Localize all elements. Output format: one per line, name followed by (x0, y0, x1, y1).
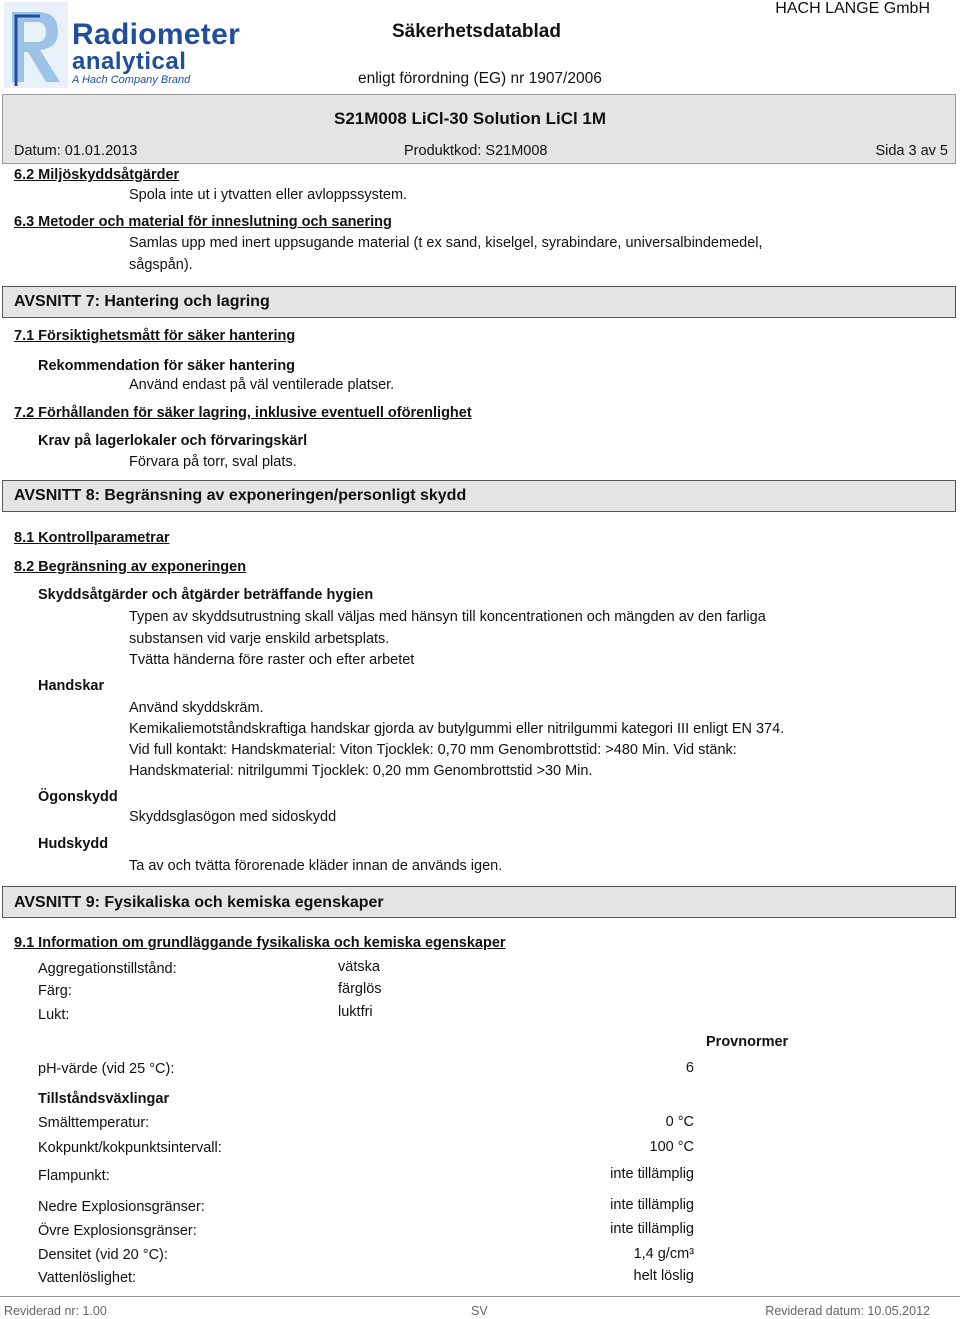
hygiene-label: Skyddsåtgärder och åtgärder beträffande hygien (38, 587, 374, 603)
footer-divider (0, 1296, 960, 1297)
ph-label: pH-värde (vid 25 °C): (38, 1061, 175, 1077)
density-value: 1,4 g/cm³ (633, 1246, 694, 1262)
text-6-2: Spola inte ut i ytvatten eller avloppssystem. (129, 187, 408, 203)
heading-6-2: 6.2 Miljöskyddsåtgärder (14, 167, 180, 183)
solubility-value: helt löslig (633, 1268, 694, 1284)
company-logo (4, 2, 241, 90)
density-label: Densitet (vid 20 °C): (38, 1247, 168, 1263)
logo-tagline: A Hach Company Brand (72, 74, 191, 86)
boiling-value: 100 °C (649, 1139, 694, 1155)
hygiene-line3: Tvätta händerna före raster och efter arbetet (129, 652, 415, 668)
section-9-title: AVSNITT 9: Fysikaliska och kemiska egenskaper (14, 894, 384, 911)
test-standards-header: Provnormer (706, 1034, 789, 1050)
section-7-title: AVSNITT 7: Hantering och lagring (14, 293, 270, 310)
product-code: Produktkod: S21M008 (404, 143, 548, 159)
hygiene-line1: Typen av skyddsutrustning skall väljas med hänsyn till koncentrationen och mängden av den farliga (129, 609, 766, 625)
color-label: Färg: (38, 983, 72, 999)
odor-value: luktfri (338, 1004, 373, 1020)
lel-value: inte tillämplig (610, 1197, 694, 1213)
text-6-3-line2: sågspån). (129, 257, 193, 273)
text-6-3-line1: Samlas upp med inert uppsugande material (t ex sand, kiselgel, syrabindare, universalbindemedel, (129, 235, 763, 251)
regulation-line: enligt förordning (EG) nr 1907/2006 (358, 70, 602, 87)
melting-label: Smälttemperatur: (38, 1115, 150, 1131)
gloves-line1: Använd skyddskräm. (129, 700, 264, 716)
uel-value: inte tillämplig (610, 1221, 694, 1237)
gloves-line2: Kemikaliemotståndskraftiga handskar gjorda av butylgummi eller nitrilgummi kategori III enligt EN 374. (129, 721, 785, 737)
logo-r-mark-icon (4, 2, 68, 88)
gloves-label: Handskar (38, 678, 105, 694)
logo-subname: analytical (72, 48, 187, 75)
heading-8-2: 8.2 Begränsning av exponeringen (14, 559, 247, 575)
state-changes-label: Tillståndsväxlingar (38, 1091, 170, 1107)
heading-7-2: 7.2 Förhållanden för säker lagring, inklusive eventuell oförenlighet (14, 405, 472, 421)
color-value: färglös (338, 981, 382, 997)
lel-label: Nedre Explosionsgränser: (38, 1199, 205, 1215)
boiling-label: Kokpunkt/kokpunktsintervall: (38, 1140, 222, 1156)
section-8-title: AVSNITT 8: Begränsning av exponeringen/personligt skydd (14, 487, 467, 504)
revision-number: Reviderad nr: 1.00 (4, 1304, 107, 1318)
aggregation-label: Aggregationstillstånd: (38, 961, 177, 977)
ph-value: 6 (685, 1060, 694, 1076)
document-date: Datum: 01.01.2013 (14, 143, 138, 159)
logo-name: Radiometer (72, 18, 241, 51)
melting-value: 0 °C (665, 1114, 694, 1130)
aggregation-value: vätska (338, 959, 380, 975)
skin-protection-text: Ta av och tvätta förorenade kläder innan de används igen. (129, 858, 503, 874)
company-name: HACH LANGE GmbH (775, 0, 930, 17)
odor-label: Lukt: (38, 1007, 70, 1023)
heading-9-1: 9.1 Information om grundläggande fysikaliska och kemiska egenskaper (14, 935, 506, 951)
solubility-label: Vattenlöslighet: (38, 1270, 137, 1286)
document-title: Säkerhetsdatablad (392, 21, 561, 42)
eye-protection-label: Ögonskydd (38, 789, 118, 805)
product-name: S21M008 LiCl-30 Solution LiCl 1M (334, 109, 607, 128)
gloves-line4: Handskmaterial: nitrilgummi Tjocklek: 0,20 mm Genombrottstid >30 Min. (129, 763, 593, 779)
hygiene-line2: substansen vid varje enskild arbetsplats. (129, 631, 390, 647)
subheading-7-2: Krav på lagerlokaler och förvaringskärl (38, 433, 308, 449)
text-7-2: Förvara på torr, sval plats. (129, 454, 297, 470)
page-number: Sida 3 av 5 (875, 143, 948, 159)
language-code: SV (471, 1304, 488, 1318)
heading-8-1: 8.1 Kontrollparametrar (14, 530, 170, 546)
heading-6-3: 6.3 Metoder och material för inneslutning och sanering (14, 214, 392, 230)
flashpoint-label: Flampunkt: (38, 1168, 110, 1184)
revision-date: Reviderad datum: 10.05.2012 (765, 1304, 930, 1318)
subheading-7-1: Rekommendation för säker hantering (38, 358, 296, 374)
gloves-line3: Vid full kontakt: Handskmaterial: Viton Tjocklek: 0,70 mm Genombrottstid: >480 Min. Vid stänk: (129, 742, 737, 758)
skin-protection-label: Hudskydd (38, 836, 109, 852)
eye-protection-text: Skyddsglasögon med sidoskydd (129, 809, 337, 825)
text-7-1: Använd endast på väl ventilerade platser. (129, 377, 395, 393)
uel-label: Övre Explosionsgränser: (38, 1223, 197, 1239)
heading-7-1: 7.1 Försiktighetsmått för säker hantering (14, 328, 296, 344)
flashpoint-value: inte tillämplig (610, 1166, 694, 1182)
